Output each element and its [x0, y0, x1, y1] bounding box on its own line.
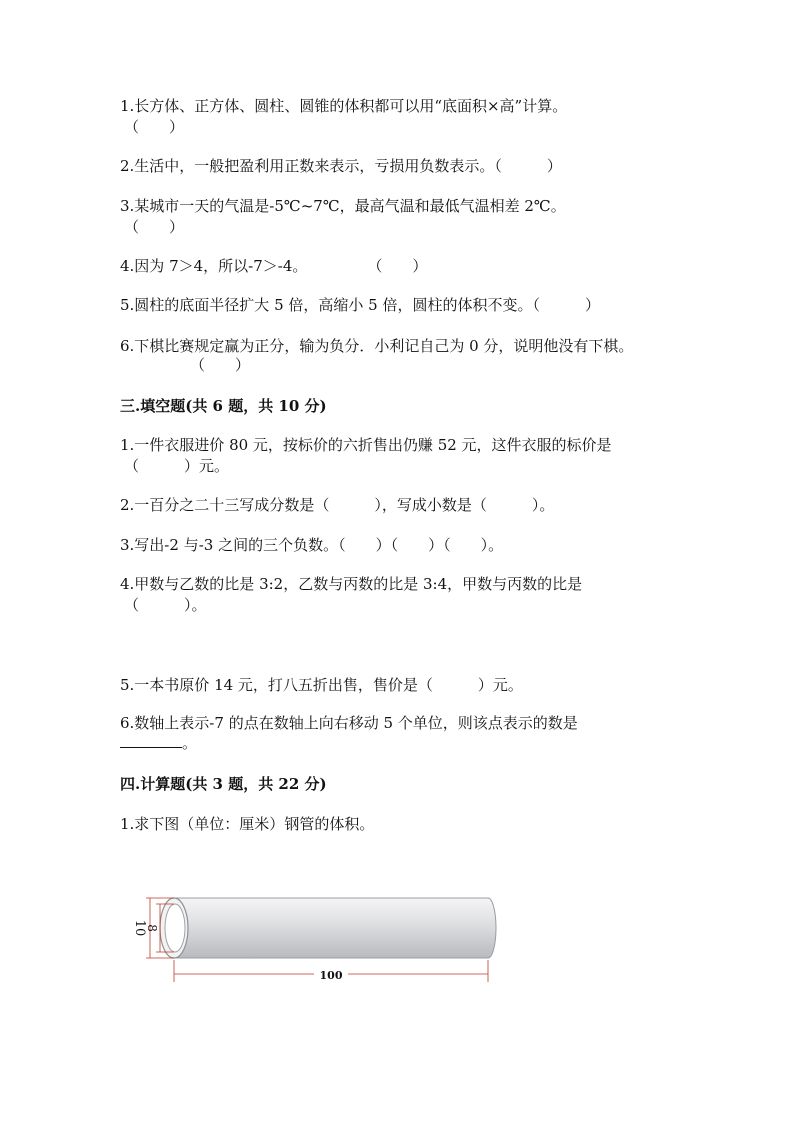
s3-q4-line1: 4.甲数与乙数的比是 3:2，乙数与丙数的比是 3:4，甲数与丙数的比是 [120, 575, 583, 593]
s3-q6-suffix: 。 [182, 734, 198, 752]
answer-blank-line [120, 733, 182, 748]
s3-q6-line1: 6.数轴上表示-7 的点在数轴上向右移动 5 个单位，则该点表示的数是 [120, 714, 578, 732]
steel-pipe-figure [126, 890, 506, 990]
section3-title: 三.填空题(共 6 题，共 10 分) [120, 397, 327, 415]
inner-diameter-label: 8 [145, 924, 159, 932]
pipe-body [174, 898, 496, 958]
s3-q1-answer: （ ）元。 [124, 457, 230, 475]
s3-q3-line1: 3.写出-2 与-3 之间的三个负数。（ ）（ ）（ ）。 [120, 536, 504, 554]
s3-q2-line1: 2.一百分之二十三写成分数是（ ），写成小数是（ ）。 [120, 496, 555, 514]
s3-q1-line1: 1.一件衣服进价 80 元，按标价的六折售出仍赚 52 元，这件衣服的标价是 [120, 436, 612, 454]
s2-q1-answer: （ ） [124, 118, 185, 136]
s3-q5-line1: 5.一本书原价 14 元，打八五折出售，售价是（ ）元。 [120, 676, 523, 694]
s3-q6-answer-row [120, 733, 197, 753]
s2-q6-answer: （ ） [190, 356, 251, 374]
length-label: 100 [319, 969, 343, 982]
s2-q2-line1: 2.生活中，一般把盈利用正数来表示，亏损用负数表示。（ ） [120, 157, 562, 175]
section4-title: 四.计算题(共 3 题，共 22 分) [120, 775, 327, 793]
s2-q1-line1: 1.长方体、正方体、圆柱、圆锥的体积都可以用“底面积×高”计算。 [120, 97, 568, 115]
s2-q5-line1: 5.圆柱的底面半径扩大 5 倍，高缩小 5 倍，圆柱的体积不变。（ ） [120, 296, 600, 314]
s2-q3-line1: 3.某城市一天的气温是-5℃~7℃，最高气温和最低气温相差 2℃。 [120, 197, 566, 215]
s2-q6-line1: 6.下棋比赛规定赢为正分，输为负分．小利记自己为 0 分，说明他没有下棋。 [120, 337, 634, 355]
outer-diameter-label: 10 [132, 919, 147, 937]
s2-q4-line1: 4.因为 7＞4，所以-7＞-4。 （ ） [120, 257, 428, 275]
s3-q4-answer: （ ）。 [124, 596, 207, 614]
s4-q1-line1: 1.求下图（单位：厘米）钢管的体积。 [120, 815, 375, 833]
pipe-inner-opening [165, 904, 185, 952]
s2-q3-answer: （ ） [124, 218, 185, 236]
